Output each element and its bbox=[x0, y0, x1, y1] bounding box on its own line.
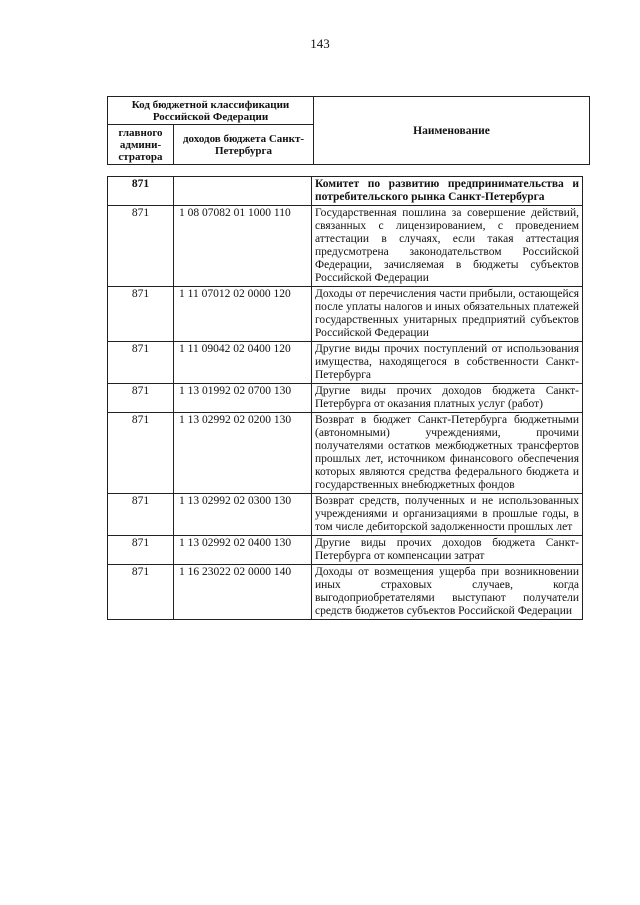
income-code-cell: 1 08 07082 01 1000 110 bbox=[174, 206, 312, 287]
table-row bbox=[108, 206, 583, 287]
budget-codes-table bbox=[107, 176, 583, 620]
header-table bbox=[107, 96, 590, 165]
table-row bbox=[108, 177, 583, 206]
table-row bbox=[108, 536, 583, 565]
income-code-cell bbox=[174, 177, 312, 206]
income-code-cell: 1 11 09042 02 0400 120 bbox=[174, 342, 312, 384]
description-cell: Доходы от перечисления части прибыли, остающейся после уплаты налогов и иных обязательных платежей государственных унитарных предприятий субъектов Российской Федерации bbox=[312, 287, 583, 342]
income-code-cell: 1 16 23022 02 0000 140 bbox=[174, 565, 312, 620]
table-row bbox=[108, 287, 583, 342]
description-cell: Возврат средств, полученных и не использованных учреждениями и организациями в прошлые годы, в том числе дебиторской задолженности прошлых лет bbox=[312, 494, 583, 536]
admin-code-cell: 871 bbox=[108, 565, 174, 620]
table-row bbox=[108, 413, 583, 494]
admin-code-cell: 871 bbox=[108, 177, 174, 206]
admin-code-cell: 871 bbox=[108, 536, 174, 565]
admin-code-cell: 871 bbox=[108, 342, 174, 384]
description-cell: Другие виды прочих доходов бюджета Санкт-Петербурга от компенсации затрат bbox=[312, 536, 583, 565]
name-header: Наименование bbox=[314, 97, 590, 165]
income-code-cell: 1 13 01992 02 0700 130 bbox=[174, 384, 312, 413]
description-cell: Другие виды прочих доходов бюджета Санкт-Петербурга от оказания платных услуг (работ) bbox=[312, 384, 583, 413]
table-row bbox=[108, 565, 583, 620]
income-code-cell: 1 13 02992 02 0300 130 bbox=[174, 494, 312, 536]
table-body bbox=[108, 177, 583, 620]
table-row bbox=[108, 342, 583, 384]
income-header: доходов бюджета Санкт-Петербурга bbox=[174, 125, 314, 165]
kbk-header: Код бюджетной классификации Российской Федерации bbox=[108, 97, 314, 125]
admin-code-cell: 871 bbox=[108, 206, 174, 287]
income-code-cell: 1 13 02992 02 0200 130 bbox=[174, 413, 312, 494]
table-row bbox=[108, 494, 583, 536]
admin-code-cell: 871 bbox=[108, 287, 174, 342]
description-cell: Другие виды прочих поступлений от использования имущества, находящегося в собственности Санкт-Петербурга bbox=[312, 342, 583, 384]
admin-code-cell: 871 bbox=[108, 494, 174, 536]
table-row bbox=[108, 384, 583, 413]
admin-code-cell: 871 bbox=[108, 413, 174, 494]
description-cell: Государственная пошлина за совершение действий, связанных с лицензированием, с проведением аттестации в случаях, если такая аттестация предусмотрена законодательством Российской Федерации, зачисляемая в бюджеты субъектов Российской Федерации bbox=[312, 206, 583, 287]
income-code-cell: 1 13 02992 02 0400 130 bbox=[174, 536, 312, 565]
admin-header: главного админи-стратора bbox=[108, 125, 174, 165]
page-number: 143 bbox=[310, 36, 330, 51]
description-cell: Возврат в бюджет Санкт-Петербурга бюджетными (автономными) учреждениями, прочими получателями остатков межбюджетных трансфертов прошлых лет, источником финансового обеспечения которых являются средства федерального бюджета и государственных внебюджетных фондов bbox=[312, 413, 583, 494]
income-code-cell: 1 11 07012 02 0000 120 bbox=[174, 287, 312, 342]
description-cell: Комитет по развитию предпринимательства и потребительского рынка Санкт-Петербурга bbox=[312, 177, 583, 206]
admin-code-cell: 871 bbox=[108, 384, 174, 413]
description-cell: Доходы от возмещения ущерба при возникновении иных страховых случаев, когда выгодоприобретателями выступают получатели средств бюджетов субъектов Российской Федерации bbox=[312, 565, 583, 620]
